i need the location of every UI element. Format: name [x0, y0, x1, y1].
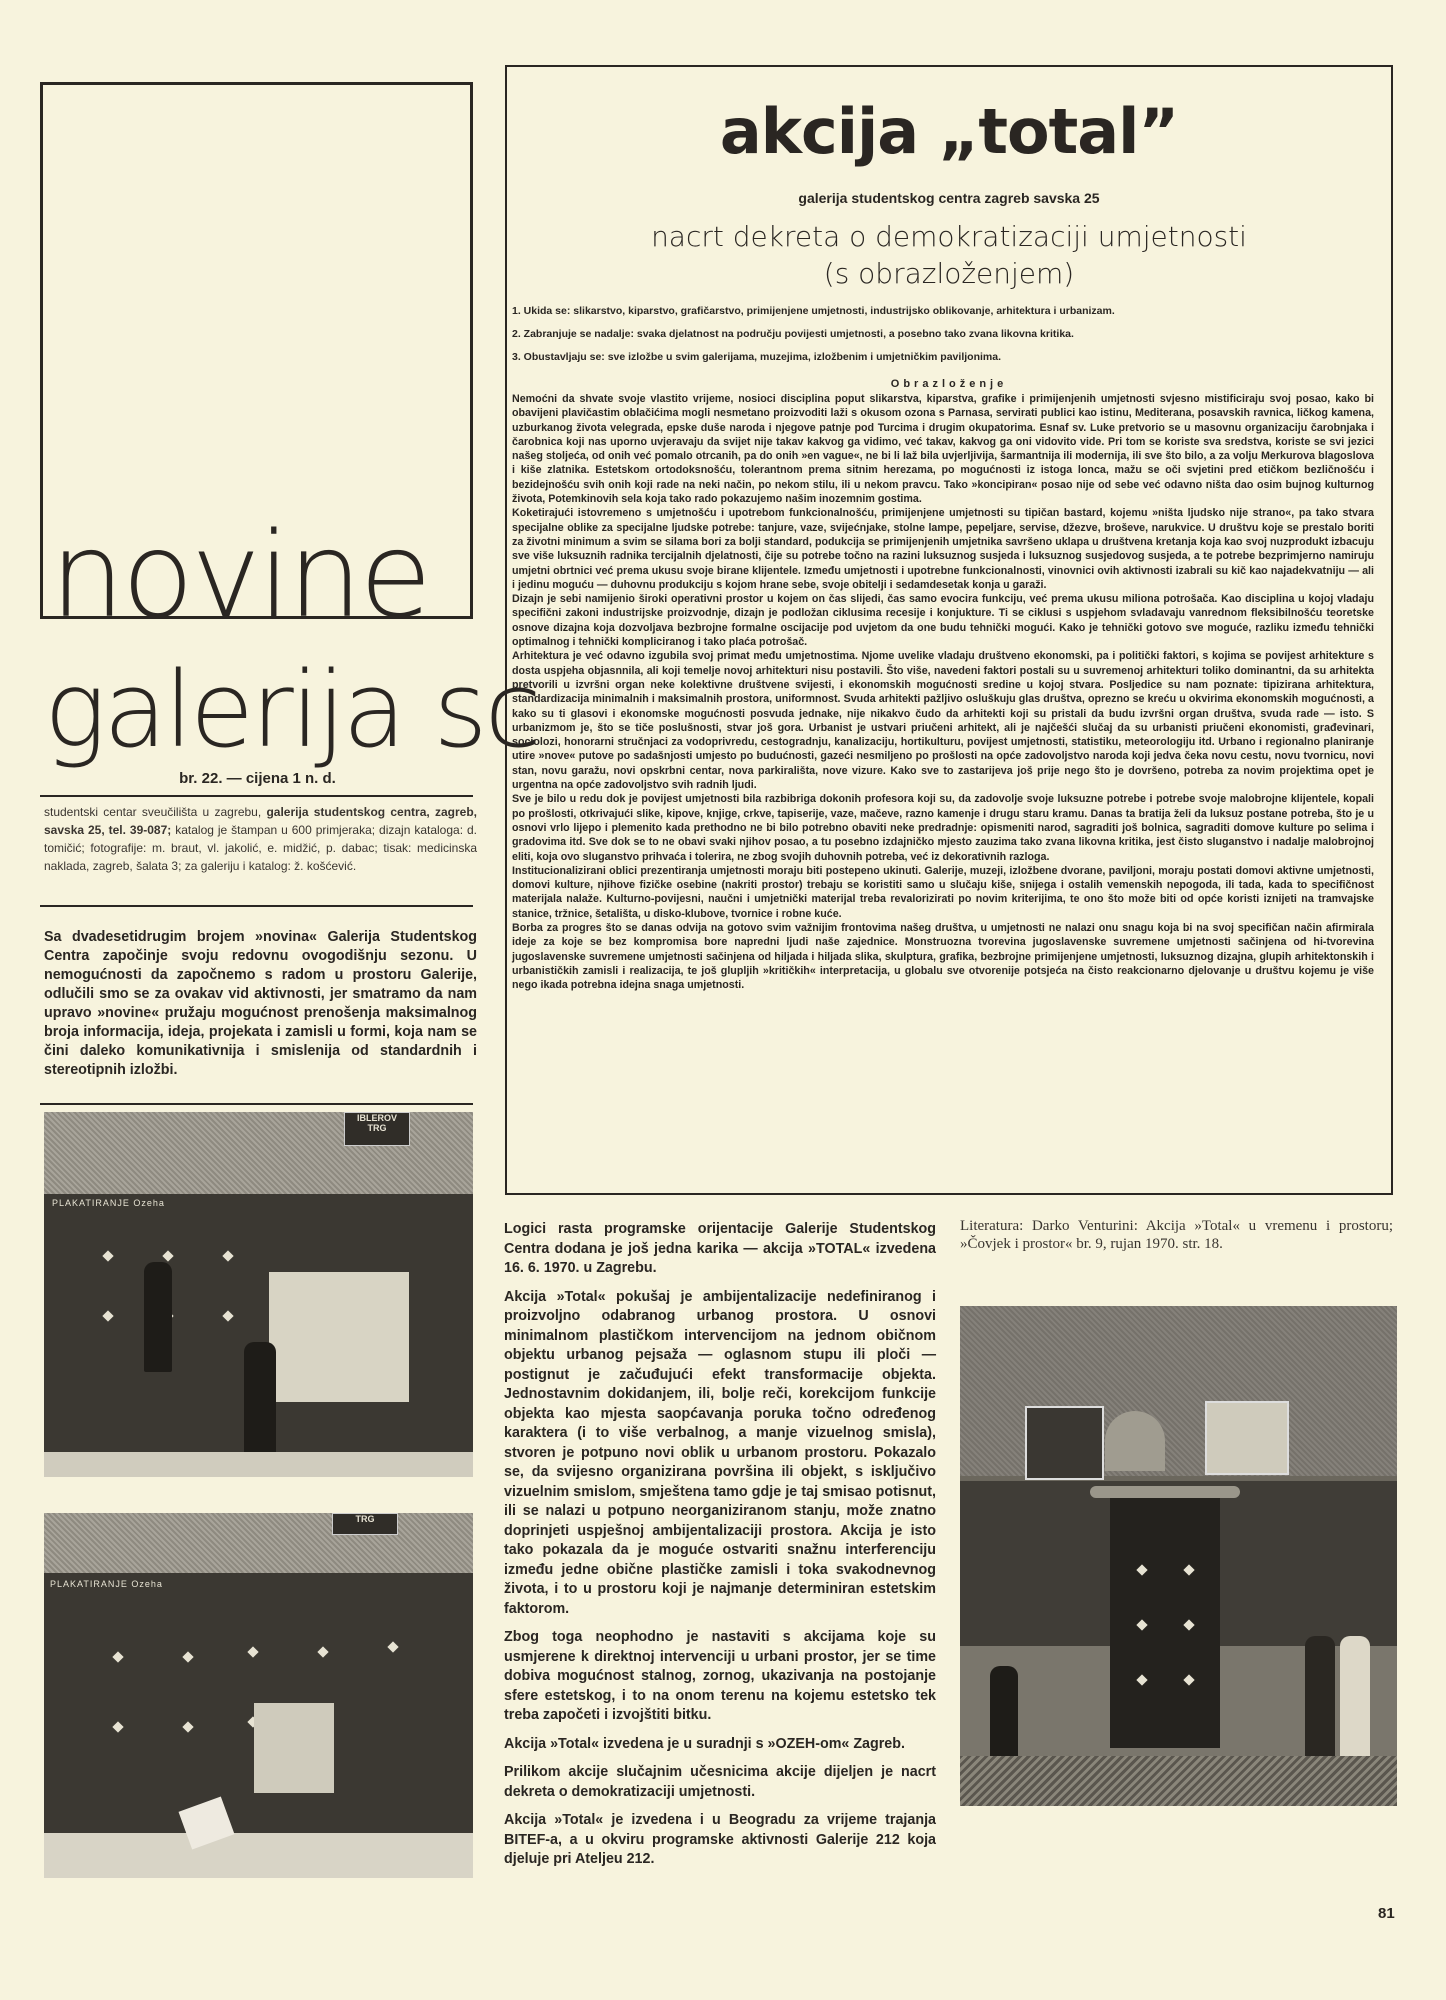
obrazlozenje-paragraph: Dizajn je sebi namijenio široki operativni prostor u kojem on čas slijedi, čas samo evocira funkciju, već prema ukusu miliona potrošača. Kao disciplina u kojoj vladaju specifični zakoni industrijske proizvodnje, dizajn je podložan ciklusima recesije i konjukture. Ti se ciklusi s uspjehom svladavaju vanrednom fleksibilnošću teoretske osnove dizajna koja dozvoljava bezbrojne formalne oscijacije pod uvjetom da one budu tehnički mogući. Kako je tehnički gotovo sve moguće, razliku između tehnički optimalnog i tehnički kompliciranog i tako plaća potrošač. [512, 593, 1374, 649]
intro-paragraph: Sa dvadesetidrugim brojem »novina« Galerija Studentskog Centra započinje svoju redovnu ovogodišnju sezonu. U nemogućnosti da započnemo s radom u prostoru Galerije, odlučili smo se za ovakav vid aktivnosti, jer smatramo da nam upravo »novine« pružaju mogućnost prenošenja maksimalnog broja informacija, ideja, projekata i zamisli u formi, koja nam se čini daleko komunikativnija i smislenija od standardnih i stereotipnih izložbi. [44, 929, 477, 1078]
column-body [1110, 1498, 1220, 1748]
article-paragraph: Zbog toga neophodno je nastaviti s akcijama koje su usmjerene k direktnoj intervenciji u urbani prostor, jer se time dobiva mogućnost stalnog, zornog, ukazivanja na postojanje sfere estetskog, i to na onom terenu na kojemu estetsko tek treba započeti i izvojštiti bitku. [504, 1629, 936, 1723]
masthead-subtitle: galerija sc [44, 649, 539, 771]
decree-item: 1. Ukida se: slikarstvo, kiparstvo, grafičarstvo, primijenjene umjetnosti, industrijsko oblikovanje, arhitektura i urbanizam. [512, 305, 1115, 317]
obrazlozenje-paragraph: Koketirajući istovremeno s umjetnošću i upotrebom funkcionalnošću, primijenjene umjetnosti su tipičan bastard, kojemu »ništa ljudsko nije strano«, pa tako stvara specijalne oblike za specijalne ljudske potrebe: tanjure, vaze, svijećnjake, stolne lampe, pepeljare, servise, džezve, broševe, narukvice. U društvu koje se prestalo boriti za životni minimum a svim se silama bori za bolji standard, podukcija se primijenjenih umjetnika savršeno uklapa u društvena kretanja koja kao svoj nuzprodukt izbacuju sve više luksuznih radnika tercijalnih djelatnosti, čije su potrebe točno na razini luksuznog susjeda i luksuznog susjedovog susjeda, a te potrebe bezprimjerno namiruju umjetni obrtnici već prema ukusu svoje birane klijentele. Između umjetnosti i upotrebne funkcionalnosti, vinovnici ovih aktivnosti izabrali su kič kao najadekvatniju — ali i jedinu moguću — duhovnu produkciju s kojom hrane sebe, svoje obitelji i sedamdesetak konja u garaži. [512, 507, 1374, 591]
street-sign [344, 1112, 410, 1146]
masthead-title: novine [50, 506, 429, 644]
sign-text: IBLEROV [356, 1113, 397, 1123]
obrazlozenje-text [512, 392, 1374, 992]
issue-number: br. 22. — cijena 1 n. d. [179, 770, 336, 787]
decree-list [512, 300, 1382, 369]
article-paragraph: Akcija »Total« izvedena je u suradnji s »OZEH-om« Zagreb. [504, 1735, 905, 1752]
street-sign [332, 1513, 398, 1535]
sign-text: TRG [355, 1514, 375, 1524]
posters [254, 1703, 334, 1793]
billboard-label: PLAKATIRANJE Ozeha [50, 1579, 163, 1589]
credits-text: studentski centar sveučilišta u zagrebu, [44, 805, 267, 819]
article [504, 1220, 936, 1879]
decree-heading-line: nacrt dekreta o demokratizaciji umjetnosti [651, 220, 1247, 253]
obrazlozenje-paragraph: Sve je bilo u redu dok je povijest umjetnosti bila razbibriga dokonih profesora koji su, da zadovolje svoje luksuzne potrebe i potrebe svoje malobrojne klijentele, kopali po prošlosti, otkrivajući slike, kipove, knjige, crkve, tapiserije, vaze, mačeve, razno kamenje i drugu staru kramu. Danas ta bratija želi da luksuz postane potreba, što je u osnovi vrlo lijepo i plemenito kada prethodno ne bi bilo potrebno obaviti neke predradnje: opismeniti narod, sagraditi još bolnica, sagraditi domove kulture po selima i gradovima itd. Sve dok se to ne obavi svaki njihov posao, a tu posebno izdajničko mjesto zauzima tako zvana likovna kritika, jest čisto sluganstvo i nadalje malobrojnoj eliti, koja ovo sluganstvo prihvaća i tolerira, ne zbog svojih duhovnih potreba, već iz dekorativnih razloga. [512, 793, 1374, 863]
column-dome [1105, 1411, 1165, 1471]
photo-advertising-column [960, 1306, 1397, 1806]
document-title: akcija „total” [719, 95, 1179, 168]
obrazlozenje-paragraph: Arhitektura je već odavno izgubila svoj primat među umjetnostima. Njome uvelike vladaju društveno ekonomski, pa i politički faktori, s kojima se povijest arhitekture s dosta uspjeha objasnnila, ali koji temelje novoj arhitekturi nisu postavili. Što više, navedeni faktori postali su u suvremenoj arhitekturi toliko dominantni, da su arhitekta pretvorili u izvršni organ neke kolektivne društvene svijesti, i ekonomskih mogućnosti sredine u kojoj stvara. Posljedice su nam poznate: tipizirana arhitektura, standardizacija minimalnih i maksimalnih prostora, uniformnost. Svuda arhitekti pažljivo osluškuju glas društva, oprezno se kreću u okvirima ekonomskih mogućnosti, a kako su ti glasovi i ekonomske mogućnosti posvuda jednake, nije nikakvo čudo da arhitekti koji su pristali da budu izvršni organ društva, svuda rade — isto. S urbanizmom je, što se tiče poslušnosti, stvar još gora. Urbanist je ustvari priučeni arhitekt, ali je najčešći slučaj da su urbanisti priučeni ekonomisti, građevinari, sociolozi, honorarni stručnjaci za vodoprivredu, cestogradnju, kanalizaciju, hortikulturu, povijest umjetnosti, statistiku, meteorologiju itd. Urbano i regionalno planiranje utire »nove« putove po sadašnjosti umjesto po budućnosti, gazeći nesmiljeno po prošlosti na opće zadovoljstvo naroda koji jedva čeka novu cestu, novu tvornicu, novi stan, novu garažu, novi opskrbni centar, nova parkirališta, nove vizure. Kako sve to zastarijeva još prije nego što je dovršeno, potreba za novim projektima opet je urgentna na opće zadovoljstvo svih radnih ljudi. [512, 650, 1374, 792]
article-paragraph: Logici rasta programske orijentacije Galerije Studentskog Centra dodana je još jedna karika — akcija »TOTAL« izvedena 16. 6. 1970. u Zagrebu. [504, 1221, 936, 1276]
article-paragraph: Prilikom akcije slučajnim učesnicima akcije dijeljen je nacrt dekreta o demokratizaciji umjetnosti. [504, 1764, 936, 1800]
sign-text: TRG [367, 1123, 387, 1133]
decree-heading-line: (s obrazloženjem) [823, 257, 1075, 290]
credits [44, 803, 477, 875]
credits-address: galerija studentskog centra, zagreb, savska 25, tel. 39-087; [44, 805, 478, 837]
credits-text-2: katalog je štampan u 600 primjeraka; dizajn kataloga: d. tomičić; fotografije: m. braut, vl. jakolić, e. midžić, p. dabac; tisak: medicinska naklada, zagreb, šalata 3; za galeriju i katalog: ž. košćević. [44, 823, 477, 873]
document-subtitle: galerija studentskog centra zagreb savska 25 [798, 190, 1100, 206]
billboard-label: PLAKATIRANJE Ozeha [52, 1198, 165, 1208]
person [144, 1262, 172, 1372]
posters [269, 1272, 409, 1402]
decree-item: 2. Zabranjuje se nadalje: svaka djelatnost na području povijesti umjetnosti, a posebno tako zvana likovna kritika. [512, 328, 1074, 340]
window [1025, 1406, 1104, 1480]
photo-billboard-1 [44, 1112, 473, 1477]
column-rim [1090, 1486, 1240, 1498]
divider [40, 795, 473, 797]
divider [40, 1103, 473, 1105]
obrazlozenje-paragraph: Institucionalizirani oblici prezentiranja umjetnosti moraju biti postepeno ukinuti. Galerije, muzeji, izložbene dvorane, paviljoni, moraju postati domovi aktivne umjetnosti, domovi kulture, njihove fizičke osebine (nakriti prostor) trebaju se koristiti samo u slučaju kiše, snijega i ostalih vemenskih nepogoda, ili tada, kada to specifičnost materijala nalaže. Kulturno-povijesni, naučni i umjetnički materijal treba revalorizirati po novim kriterijima, te ono što može biti od opće koristi iznijeti na tramvajske stanice, tržnice, šetališta, u disko-klubove, tvornice i robne kuće. [512, 864, 1374, 920]
decree-item: 3. Obustavljaju se: sve izložbe u svim galerijama, muzejima, izložbenim i umjetničkim paviljonima. [512, 351, 1001, 363]
window [1205, 1401, 1289, 1475]
obrazlozenje-heading: Obrazloženje [890, 378, 1008, 390]
obrazlozenje-paragraph: Nemoćni da shvate svoje vlastito vrijeme, nosioci disciplina poput slikarstva, kiparstva, grafike i primijenjenih umjetnosti svjesno mistificiraju svoj posao, kako bi obavijeni plavičastim oblačićima mogli nesmetano proizvoditi laži s okusom ozona s Parnasa, servirati publici kao istinu, Mediterana, posavskih ravnica, ličkog kamena, uzburkanog života velegrada, epske duše naroda i njegove patnje pod Turcima i drugim okupatorima. Esnaf sv. Luke pretvorio se u masovnu organizaciju čarobnjaka i čarobnica koji nas uporno uvjeravaju da svijet nije takav kakvog ga vidimo, već takav, kakvog ga oni vidovito vide. Pri tom se koriste sva sredstva, koriste se svi jezici našeg stoljeća, od onih već pomalo otrcanih, pa do onih »en vague«, ne bi li laž bila uvjerljivija, šarmantnija ili modernija, ili sve što bilo, a za volju Merkurova blagoslova i kiše zlatnika. Estetskom ortodoksnošću, tolerantnom prema sitnim herezama, po mogućnosti iz istoga lonca, mažu se oči svjetini pred etičkom bezličnošću i bezidejnošću svih onih koji rade na neki način, po nekom stilu, ili u nekom pravcu. Tako »koncipiran« posao nije od sebe već odavno ništa dao osim bujnog kulturnog života, Potemkinovih sela koja tako rado pokazujemo našim inozemnim gostima. [512, 393, 1374, 506]
page-number: 81 [1378, 1905, 1395, 1922]
photo-billboard-2 [44, 1513, 473, 1878]
decree-heading [505, 218, 1393, 292]
divider [40, 905, 473, 907]
article-paragraph: Akcija »Total« pokušaj je ambijentalizacije nedefiniranog i proizvoljno odabranog urbanog prostora. U osnovi minimalnom plastičkom intervencijom na jednom običnom objektu urbanog pejsaža — oglasnom stupu ili ploči — postignut je začuđujući efekt transformacije objekta. Jednostavnim dokidanjem, ili, bolje reči, korekcijom funkcije objekta kao mjesta saopćavanja poruka točno određenog karaktera (i to više verbalnog, a manje vizuelnog smisla), stvoren je potpuno novi oblik u urbanom prostoru. Pokazalo se, da svijesno organizirana površina ili objekt, s isključivo vizuelnim smislom, smještena tamo gdje je taj smisao potisnut, ili se nalazi u potpuno neorganiziranom stanju, može znatno doprinjeti uspješnoj ambijentalizaciji prostora. Akcija je isto tako pokazala da je moguće ostvariti snažnu interferenciju između jedne obične plastičke zamisli i toka svakodnevnog života, i to u prostoru koji je najmanje determiniran estetskim faktorom. [504, 1288, 936, 1617]
article-paragraph: Akcija »Total« je izvedena i u Beogradu za vrijeme trajanja BITEF-a, a u okviru programske aktivnosti Galerije 212 koja djeluje pri Ateljeu 212. [504, 1812, 936, 1867]
literature-reference: Literatura: Darko Venturini: Akcija »Total« u vremenu i prostoru; »Čovjek i prostor« br. 9, rujan 1970. str. 18. [960, 1218, 1393, 1252]
obrazlozenje-paragraph: Borba za progres što se danas odvija na gotovo svim važnijim frontovima našeg društva, u umjetnosti ne nalazi onu snagu koja bi na svoj specifičan način afirmirala ideje za koje se bez kompromisa bore napredni ljudi naše zajednice. Monstruozna tvorevina jugoslavenske suvremene umjetnosti sačinjena od hi-tvorevina jugoslavenske suvremene umjetnosti sačinjena od hiljada i hiljada slika, skulptura, grafika, bezbrojne primijenjene umjetnosti, luksuznog dizajna, glupih arhitektonskih i urbanističkih zamisli i realizacija, te još glupljih »kritičkih« interpretacija, u globalu sve otvorenije potsjeća na čisto reakcionarno djelovanje u društvu kojemu je više nego ikada potrebna idejna snaga umjetnosti. [512, 921, 1374, 992]
